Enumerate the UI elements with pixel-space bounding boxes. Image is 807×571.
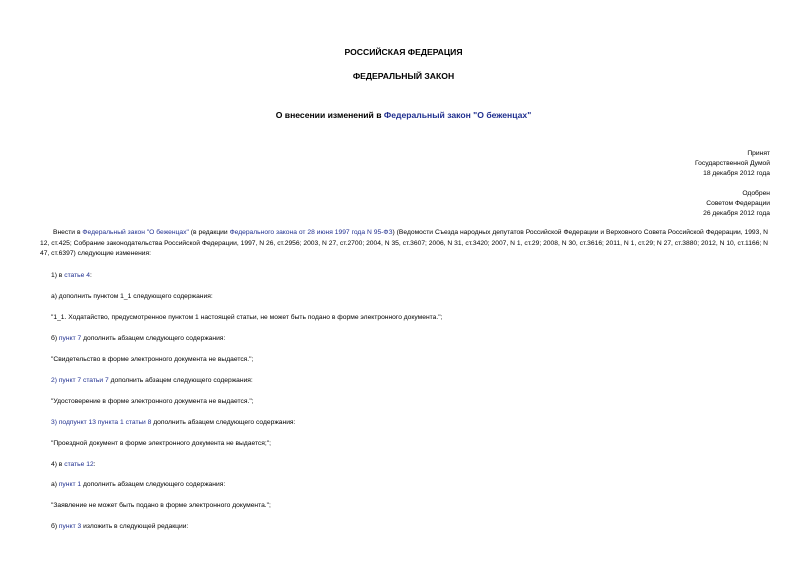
item-3-text: дополнить абзацем следующего содержания:	[151, 419, 296, 426]
item-3-number-link[interactable]: 3)	[51, 419, 59, 426]
intro-law-link[interactable]: Федеральный закон "О беженцах"	[82, 229, 189, 236]
adopted-block	[695, 149, 770, 179]
intro-text-2: (в редакции	[188, 229, 230, 236]
item-4a	[51, 481, 225, 488]
subpoint-13-article-8-link[interactable]: подпункт 13 пункта 1 статьи 8	[58, 419, 152, 426]
item-1a: а) дополнить пунктом 1_1 следующего содержания:	[51, 293, 213, 300]
adopted-line-3: 18 декабря 2012 года	[703, 170, 770, 177]
approved-line-1: Одобрен	[742, 190, 770, 197]
item-4a-text: дополнить абзацем следующего содержания:	[81, 481, 226, 488]
item-4	[51, 461, 96, 468]
approved-line-3: 26 декабря 2012 года	[703, 210, 770, 217]
adopted-line-2: Государственной Думой	[695, 160, 770, 167]
item-3	[51, 419, 295, 426]
point-1-link[interactable]: пункт 1	[58, 481, 82, 488]
header-doc-type: ФЕДЕРАЛЬНЫЙ ЗАКОН	[352, 71, 455, 81]
article-12-link[interactable]: статье 12	[64, 461, 94, 468]
adopted-line-1: Принят	[747, 150, 770, 157]
item-4b-prefix: б)	[51, 523, 59, 530]
point-3-link[interactable]: пункт 3	[58, 523, 82, 530]
item-2-quote: "Удостоверение в форме электронного документа не выдается.";	[51, 398, 254, 405]
item-4-colon: :	[93, 461, 96, 468]
approved-line-2: Советом Федерации	[706, 200, 770, 207]
item-4a-quote: "Заявление не может быть подано в форме электронного документа.";	[51, 502, 271, 509]
item-4b	[51, 523, 188, 530]
intro-text-1: Внести в	[53, 229, 83, 236]
intro-text-3: ) (Ведомости Съезда народных депутатов Российской Федерации и Верховного Совета Российской Федерации, 1993, N 12, ст.425; Собрание законодательства Российской Федерации, 1997, N 26, ст.2956; 2003, N 27, ст.2700; 2004, N 35, ст.3607; 2006, N 31, ст.3420; 2007, N 1, ст.29; 2008, N 30, ст.3616; 2011, N 1, ст.29; N 27, ст.3880; 2012, N 10, ст.1166; N 47, ст.6397) следующие изменения:	[40, 229, 768, 258]
intro-paragraph	[40, 228, 768, 260]
item-2	[51, 377, 253, 384]
item-1-colon: :	[89, 272, 92, 279]
item-4b-text: изложить в следующей редакции:	[81, 523, 189, 530]
item-1a-quote: "1_1. Ходатайство, предусмотренное пунктом 1 настоящей статьи, не может быть подано в форме электронного документа.";	[51, 314, 443, 321]
item-1	[51, 272, 92, 279]
item-2-number-link[interactable]: 2)	[51, 377, 59, 384]
document-title	[0, 110, 807, 120]
point-7-link[interactable]: пункт 7	[58, 335, 82, 342]
item-1-text: 1) в	[51, 272, 65, 279]
approved-block	[703, 189, 770, 219]
item-1b-text: дополнить абзацем следующего содержания:	[81, 335, 226, 342]
title-law-link[interactable]: Федеральный закон "О беженцах"	[383, 110, 532, 120]
item-4a-prefix: а)	[51, 481, 59, 488]
item-4-text: 4) в	[51, 461, 65, 468]
intro-amending-law-link[interactable]: Федерального закона от 28 июня 1997 года N 95-ФЗ	[229, 229, 393, 236]
item-2-text: дополнить абзацем следующего содержания:	[108, 377, 253, 384]
article-4-link[interactable]: статье 4	[64, 272, 90, 279]
title-prefix: О внесении изменений в	[275, 110, 384, 120]
item-3-quote: "Проездной документ в форме электронного документа не выдается;";	[51, 440, 271, 447]
item-1b-prefix: б)	[51, 335, 59, 342]
item-1b	[51, 335, 225, 342]
point-7-article-7-link[interactable]: пункт 7 статьи 7	[58, 377, 109, 384]
item-1b-quote: "Свидетельство в форме электронного документа не выдается.";	[51, 356, 254, 363]
header-country: РОССИЙСКАЯ ФЕДЕРАЦИЯ	[344, 47, 463, 57]
